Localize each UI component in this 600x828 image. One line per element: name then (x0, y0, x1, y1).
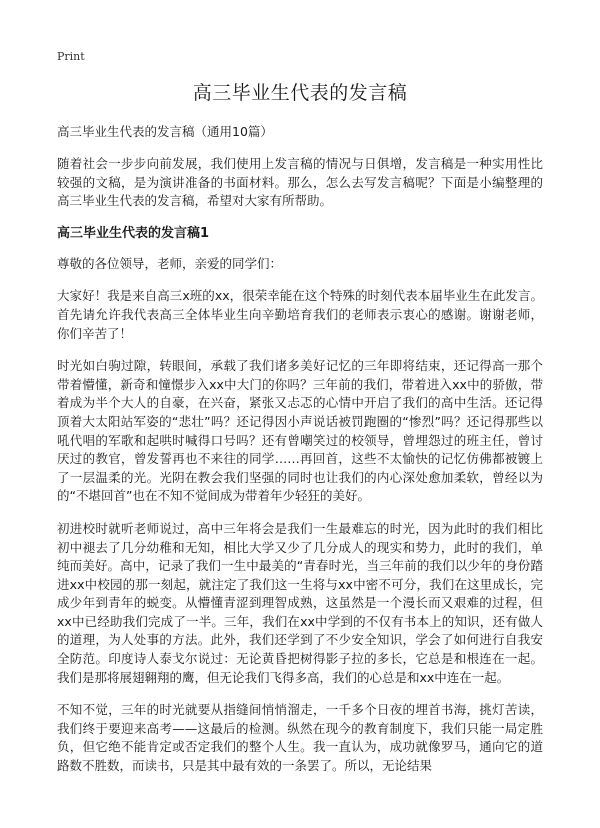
body-paragraph-4: 不知不觉，三年的时光就要从指缝间悄悄溜走，一千多个日夜的埋首书海，挑灯苦读，我们终于要迎来高考——这最后的检测。纵然在现今的教育制度下，我们只能一局定胜负，但它绝不能肯定或否定我们的整个人生。我一直认为，成功就像罗马，通向它的道路数不胜数，而读书，只是其中最有效的一条罢了。所以，无论结果 (57, 702, 543, 774)
document-subtitle: 高三毕业生代表的发言稿（通用10篇） (57, 124, 273, 139)
body-paragraph-2: 时光如白驹过隙，转眼间，承载了我们诸多美好记忆的三年即将结束，还记得高一那个带着懵懂，新奇和憧憬步入xx中大门的你吗？三年前的我们，带着进入xx中的骄傲，带着成为半个大人的自豪，在兴奋，紧张又忐忑的心情中开启了我们的高中生活。还记得顶着大太阳站军姿的“悲壮”吗？还记得因小声说话被罚跑圈的“惨烈”吗？还记得那些以吼代唱的军歌和起哄时喊得口号吗？还有曾嘲笑过的校领导，曾埋怨过的班主任，曾讨厌过的教官，曾发誓再也不来往的同学……再回首，这些不太愉快的记忆仿佛都被镀上了一层温柔的光。光阴在教会我们坚强的同时也让我们的内心深处愈加柔软，曾经以为的“不堪回首”也在不知不觉间成为带着年少轻狂的美好。 (57, 358, 543, 504)
document-title: 高三毕业生代表的发言稿 (192, 82, 408, 104)
intro-paragraph: 随着社会一步步向前发展，我们使用上发言稿的情况与日俱增，发言稿是一种实用性比较强的文稿，是为演讲准备的书面材料。那么，怎么去写发言稿呢？下面是小编整理的高三毕业生代表的发言稿，希望对大家有所帮助。 (57, 156, 543, 209)
body-paragraph-1: 大家好！我是来自高三x班的xx，很荣幸能在这个特殊的时刻代表本届毕业生在此发言。首先请允许我代表高三全体毕业生向辛勤培育我们的老师表示衷心的感谢。谢谢老师，你们辛苦了！ (57, 288, 543, 341)
section-heading: 高三毕业生代表的发言稿1 (57, 225, 210, 241)
body-paragraph-3: 初进校时就听老师说过，高中三年将会是我们一生最难忘的时光，因为此时的我们相比初中褪去了几分幼稚和无知，相比大学又少了几分成人的现实和势力，此时的我们，单纯而美好。高中，记录了我们一生中最美的“青春时光，当三年前的我们以少年的身份踏进xx中校园的那一刻起，就注定了我们这一生将与xx中密不可分，我们在这里成长，完成少年到青年的蜕变。从懵懂青涩到理智成熟，这虽然是一个漫长而又艰难的过程，但xx中已经助我们完成了一半。三年，我们在xx中学到的不仅有书本上的知识，还有做人的道理，为人处事的方法。此外，我们还学到了不少安全知识，学会了如何进行自我安全防范。印度诗人泰戈尔说过：无论黄昏把树得影子拉的多长，它总是和根连在一起。我们是那将展翅翱翔的鹰，但无论我们飞得多高，我们的心总是和xx中连在一起。 (57, 520, 543, 685)
print-link[interactable]: Print (57, 50, 85, 63)
greeting-paragraph: 尊敬的各位领导，老师，亲爱的同学们： (57, 255, 283, 271)
document-page (57, 78, 543, 790)
